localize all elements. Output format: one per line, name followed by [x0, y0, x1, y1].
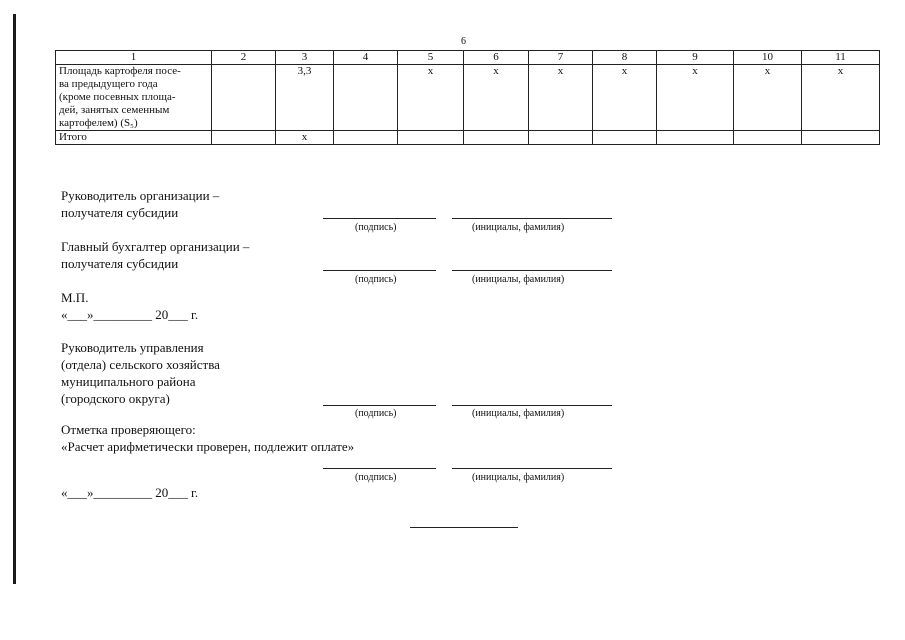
signature-caption: (подпись): [355, 274, 397, 285]
header-cell: 6: [464, 51, 529, 65]
table-cell: [212, 131, 276, 145]
table-cell: [802, 131, 880, 145]
table-cell: [657, 131, 734, 145]
initials-line[interactable]: [452, 270, 612, 271]
initials-line[interactable]: [452, 468, 612, 469]
header-cell: 11: [802, 51, 880, 65]
table-cell: x: [734, 65, 802, 131]
closing-separator: [410, 527, 518, 528]
head-department-label: Руководитель управления (отдела) сельского хозяйства муниципального района (городского округа): [61, 340, 220, 406]
table-cell: x: [276, 131, 334, 145]
table-row: [56, 65, 880, 131]
initials-caption: (инициалы, фамилия): [472, 408, 565, 419]
header-cell: 9: [657, 51, 734, 65]
table-cell: x: [464, 65, 529, 131]
initials-caption: (инициалы, фамилия): [472, 472, 565, 483]
page-number: 6: [461, 36, 466, 47]
chief-accountant-label: Главный бухгалтер организации – получателя субсидии: [61, 239, 250, 271]
initials-line[interactable]: [452, 405, 612, 406]
table-header-row: [56, 51, 880, 65]
signature-caption: (подпись): [355, 408, 397, 419]
signature-line[interactable]: [323, 405, 436, 406]
header-cell: 2: [212, 51, 276, 65]
table-row-total: [56, 131, 880, 145]
table-cell: x: [802, 65, 880, 131]
header-cell: 1: [56, 51, 212, 65]
table-cell: 3,3: [276, 65, 334, 131]
initials-caption: (инициалы, фамилия): [472, 222, 565, 233]
header-cell: 3: [276, 51, 334, 65]
signature-line[interactable]: [323, 218, 436, 219]
header-cell: 10: [734, 51, 802, 65]
initials-caption: (инициалы, фамилия): [472, 274, 565, 285]
header-cell: 4: [334, 51, 398, 65]
header-cell: 7: [529, 51, 593, 65]
table-cell: [334, 65, 398, 131]
table-cell: x: [529, 65, 593, 131]
signature-caption: (подпись): [355, 222, 397, 233]
date-line[interactable]: «___»_________ 20___ г.: [61, 485, 199, 500]
calculation-table: [55, 50, 880, 145]
row-label: Площадь картофеля посе- ва предыдущего года (кроме посевных площа- дей, занятых семенным картофелем) (S₅): [56, 65, 212, 131]
header-cell: 5: [398, 51, 464, 65]
table-cell: [529, 131, 593, 145]
table-cell: [593, 131, 657, 145]
signature-caption: (подпись): [355, 472, 397, 483]
date-line[interactable]: «___»_________ 20___ г.: [61, 307, 199, 322]
table-cell: x: [657, 65, 734, 131]
checker-mark-label: Отметка проверяющего: «Расчет арифметически проверен, подлежит оплате»: [61, 422, 355, 454]
signature-line[interactable]: [323, 270, 436, 271]
table-cell: [464, 131, 529, 145]
table-cell: x: [593, 65, 657, 131]
signature-line[interactable]: [323, 468, 436, 469]
table-cell: x: [398, 65, 464, 131]
table-cell: [334, 131, 398, 145]
table-cell: [734, 131, 802, 145]
table-cell: [398, 131, 464, 145]
row-label: Итого: [56, 131, 212, 145]
header-cell: 8: [593, 51, 657, 65]
stamp-label: М.П.: [61, 290, 89, 305]
initials-line[interactable]: [452, 218, 612, 219]
head-org-label: Руководитель организации – получателя субсидии: [61, 188, 220, 220]
left-margin-bar: [13, 14, 16, 584]
table-cell: [212, 65, 276, 131]
